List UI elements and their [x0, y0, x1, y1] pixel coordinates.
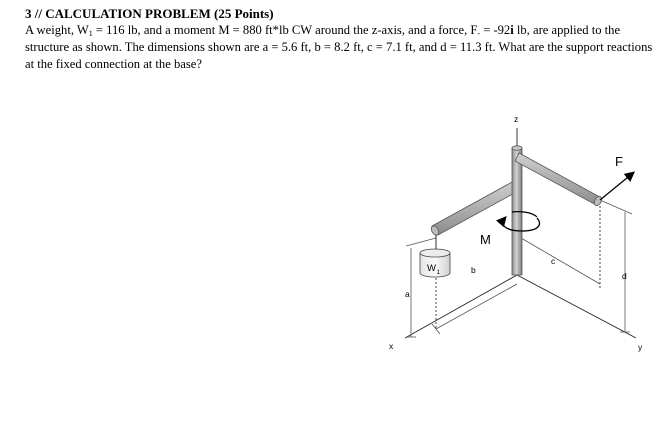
- dim-a-label: a: [405, 289, 410, 299]
- problem-text-part-4: lb, are applied to the structure as shown. The dimensions shown are a = 5.6 ft, b = 8.2 ft, c = 7.1 ft, and d = 11.3 ft. What are the support reactions at the fixed connection at the base?: [25, 23, 653, 71]
- weight-canister: [420, 249, 450, 277]
- dim-b-line: [436, 284, 517, 329]
- y-axis-line: [517, 275, 636, 338]
- dim-b-label: b: [471, 265, 476, 275]
- moment-label: M: [480, 232, 491, 247]
- dim-a-tick-top: [406, 238, 436, 246]
- force-arrow: [600, 173, 633, 200]
- weight-label-subscript: 1: [436, 270, 440, 276]
- dim-d-tick-top: [600, 200, 632, 214]
- problem-text-part-2: = 116 lb, and a moment M = 880 ft*lb CW around the z-axis, and a force, F: [92, 23, 478, 37]
- x-axis-line: [405, 275, 517, 338]
- unit-vector-i: i: [510, 23, 514, 37]
- problem-title: 3 // CALCULATION PROBLEM (25 Points): [25, 6, 274, 21]
- force-label: F: [615, 154, 623, 169]
- weight-subscript: 1: [88, 29, 93, 38]
- pole-top-cap: [512, 146, 522, 150]
- right-arm: [515, 153, 600, 205]
- dim-b-tick-left: [432, 324, 440, 334]
- axis-y-label: y: [638, 342, 643, 352]
- force-subscript: -: [477, 29, 481, 38]
- problem-text-part-3: = -92: [480, 23, 511, 37]
- dim-c-line: [521, 238, 600, 284]
- weight-label: W: [427, 263, 436, 274]
- axis-x-label: x: [389, 341, 394, 351]
- dim-d-label: d: [622, 271, 627, 281]
- left-arm: [432, 181, 520, 235]
- dim-c-label: c: [551, 256, 556, 266]
- problem-text-part-1: A weight, W: [25, 23, 89, 37]
- axis-z-label: z: [514, 114, 519, 124]
